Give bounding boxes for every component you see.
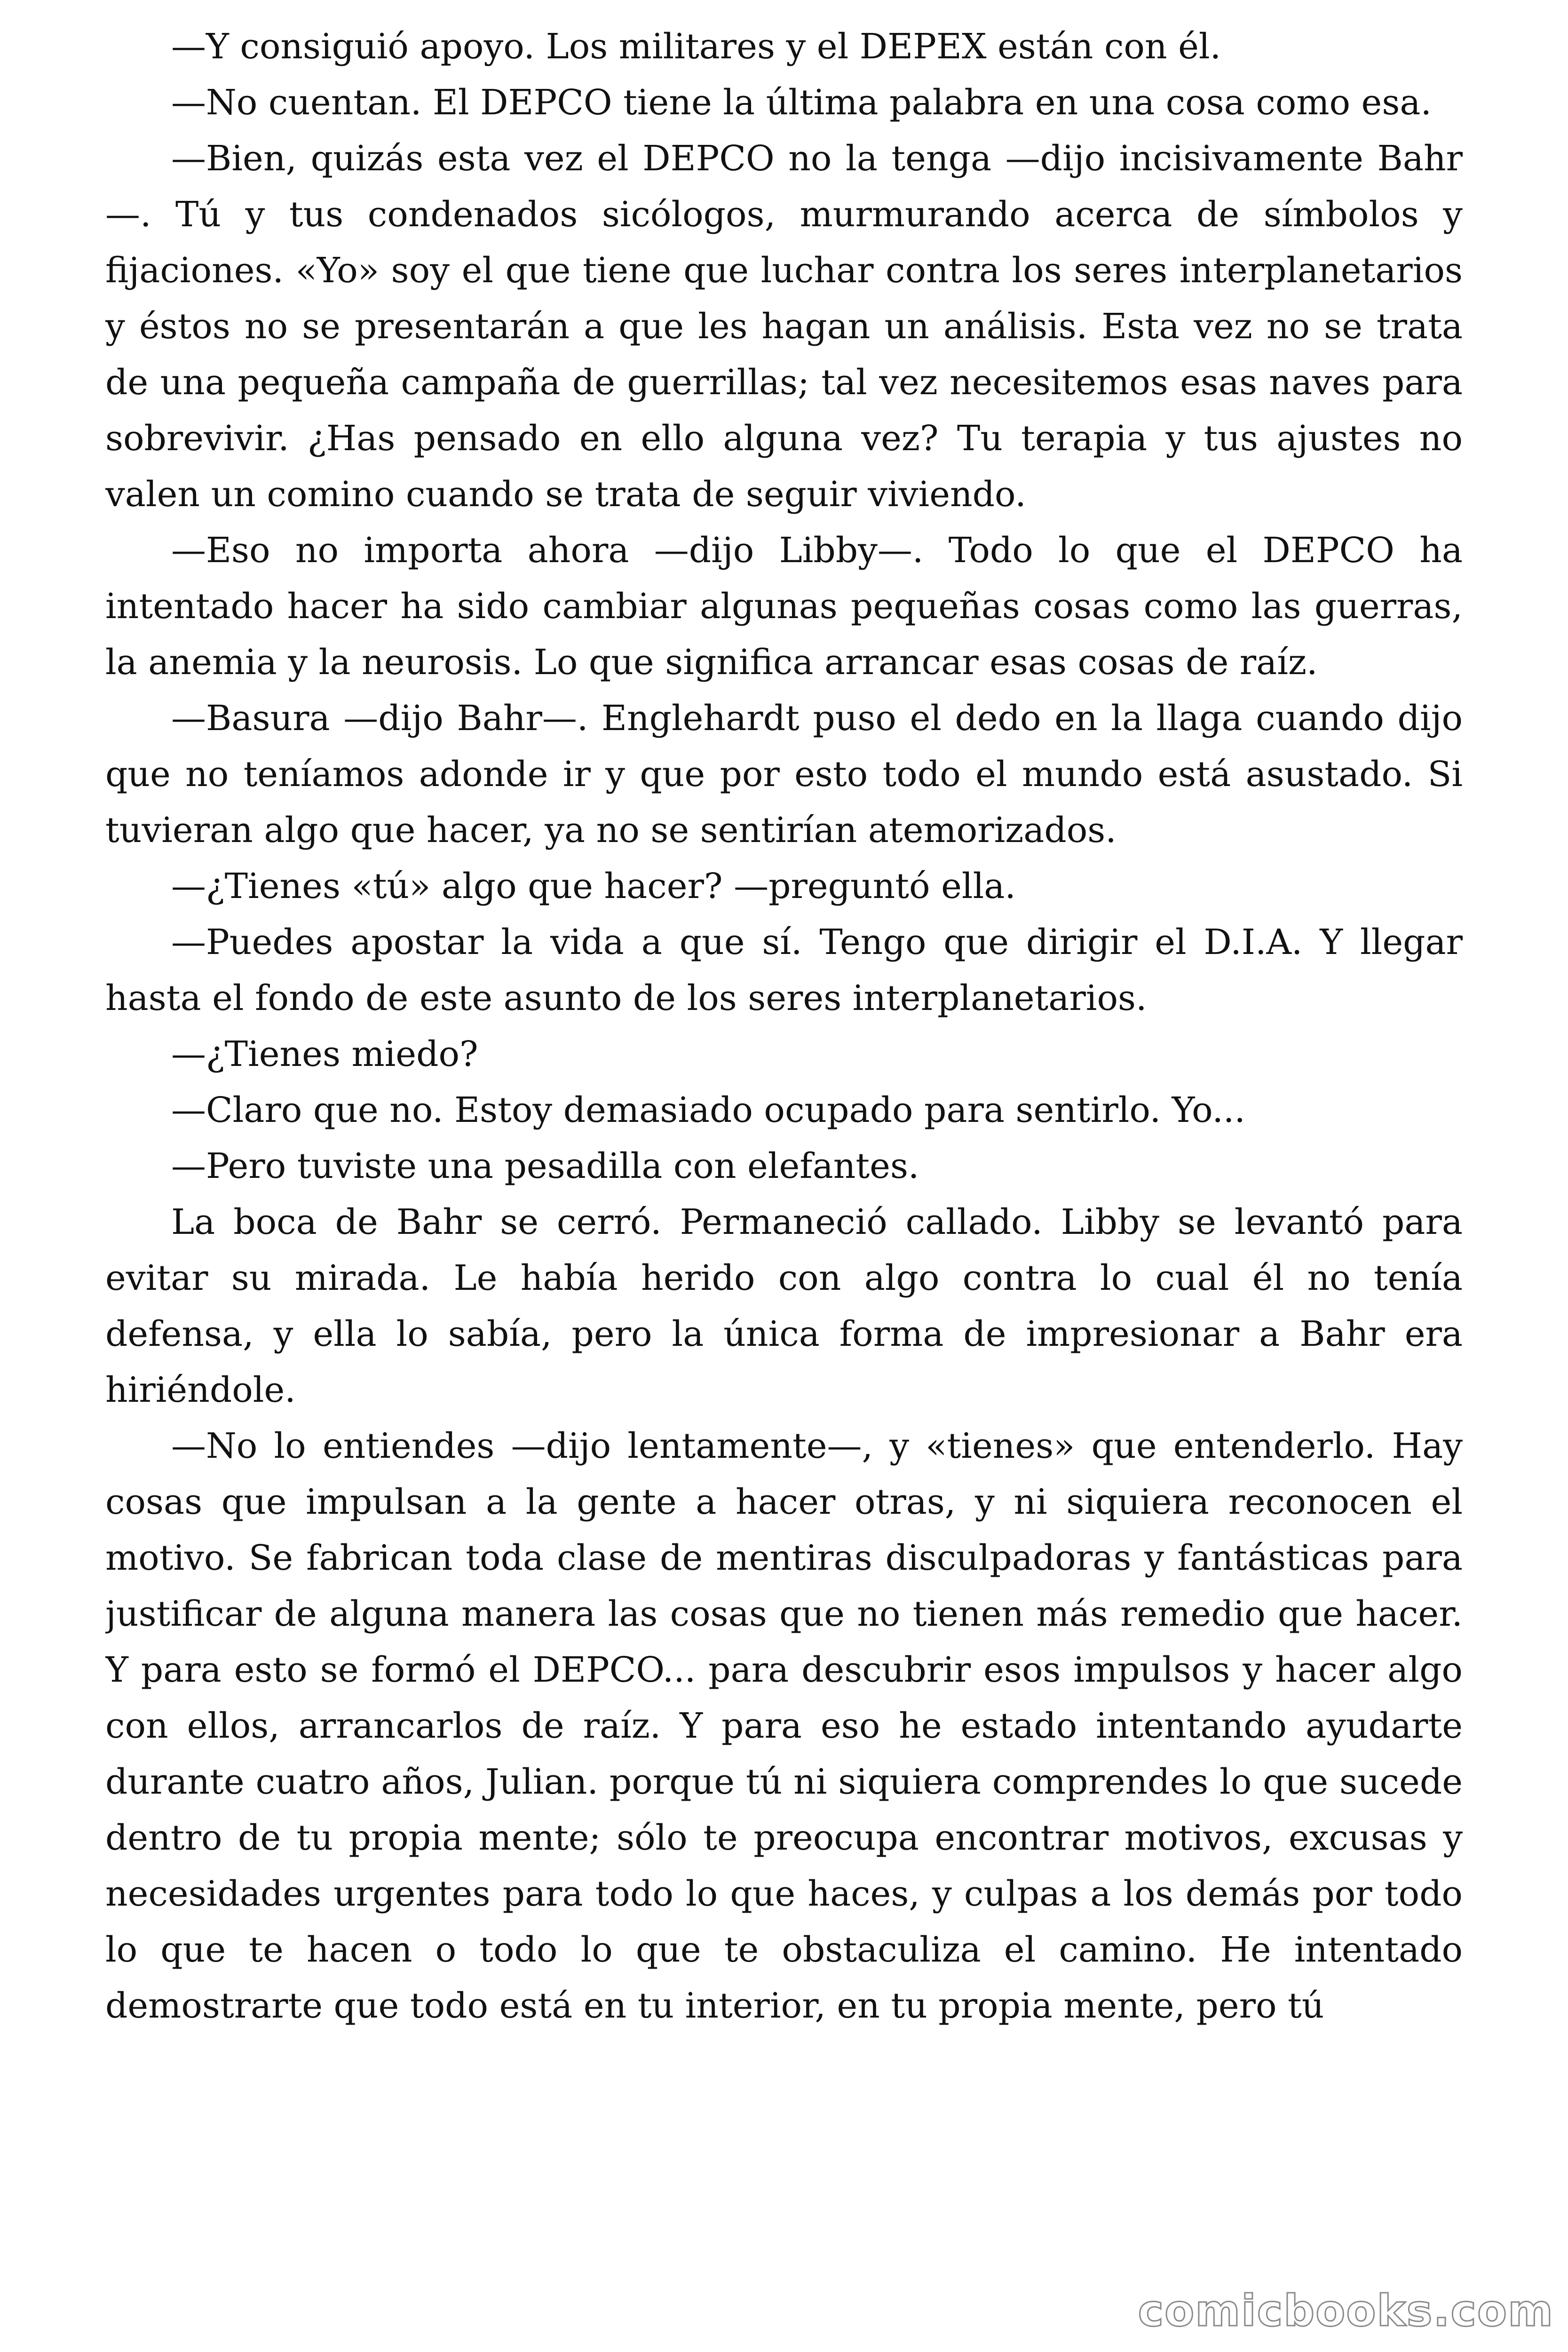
paragraph: —Bien, quizás esta vez el DEPCO no la tenga —dijo incisivamente Bahr—. Tú y tus condenados sicólogos, murmurando acerca de símbolos y fijaciones. «Yo» soy el que tiene que luchar contra los seres interplanetarios y éstos no se presentarán a que les hagan un análisis. Esta vez no se trata de una pequeña campaña de guerrillas; tal vez necesitemos esas naves para sobrevivir. ¿Has pensado en ello alguna vez? Tu terapia y tus ajustes no valen un comino cuando se trata de seguir viviendo. [105,138,1463,515]
paragraph: —No lo entiendes —dijo lentamente—, y «tienes» que entenderlo. Hay cosas que impulsan a la gente a hacer otras, y ni siquiera reconocen el motivo. Se fabrican toda clase de mentiras disculpadoras y fantásticas para justificar de alguna manera las cosas que no tienen más remedio que hacer. Y para esto se formó el DEPCO... para descubrir esos impulsos y hacer algo con ellos, arrancarlos de raíz. Y para eso he estado intentando ayudarte durante cuatro años, Julian. porque tú ni siquiera comprendes lo que sucede dentro de tu propia mente; sólo te preocupa encontrar motivos, excusas y necesidades urgentes para todo lo que haces, y culpas a los demás por todo lo que te hacen o todo lo que te obstaculiza el camino. He intentado demostrarte que todo está en tu interior, en tu propia mente, pero tú [105,1426,1463,2026]
paragraph: —Pero tuviste una pesadilla con elefantes. [171,1146,919,1186]
book-page [105,19,1463,2343]
site-watermark: comicbooks.com [1138,2286,1554,2336]
paragraph: —Y consiguió apoyo. Los militares y el DEPEX están con él. [171,26,1221,67]
paragraph: —¿Tienes «tú» algo que hacer? —preguntó ella. [171,866,1016,906]
paragraph: —Basura —dijo Bahr—. Englehardt puso el dedo en la llaga cuando dijo que no teníamos adonde ir y que por esto todo el mundo está asustado. Si tuvieran algo que hacer, ya no se sentirían atemorizados. [105,698,1463,850]
paragraph: —¿Tienes miedo? [171,1034,478,1074]
paragraph: La boca de Bahr se cerró. Permaneció callado. Libby se levantó para evitar su mirada. Le había herido con algo contra lo cual él no tenía defensa, y ella lo sabía, pero la única forma de impresionar a Bahr era hiriéndole. [105,1202,1463,1410]
paragraph: —No cuentan. El DEPCO tiene la última palabra en una cosa como esa. [171,82,1432,123]
paragraph: —Eso no importa ahora —dijo Libby—. Todo lo que el DEPCO ha intentado hacer ha sido cambiar algunas pequeñas cosas como las guerras, la anemia y la neurosis. Lo que significa arrancar esas cosas de raíz. [105,530,1463,683]
paragraph: —Puedes apostar la vida a que sí. Tengo que dirigir el D.I.A. Y llegar hasta el fondo de este asunto de los seres interplanetarios. [105,922,1463,1018]
paragraph: —Claro que no. Estoy demasiado ocupado para sentirlo. Yo... [171,1090,1245,1130]
